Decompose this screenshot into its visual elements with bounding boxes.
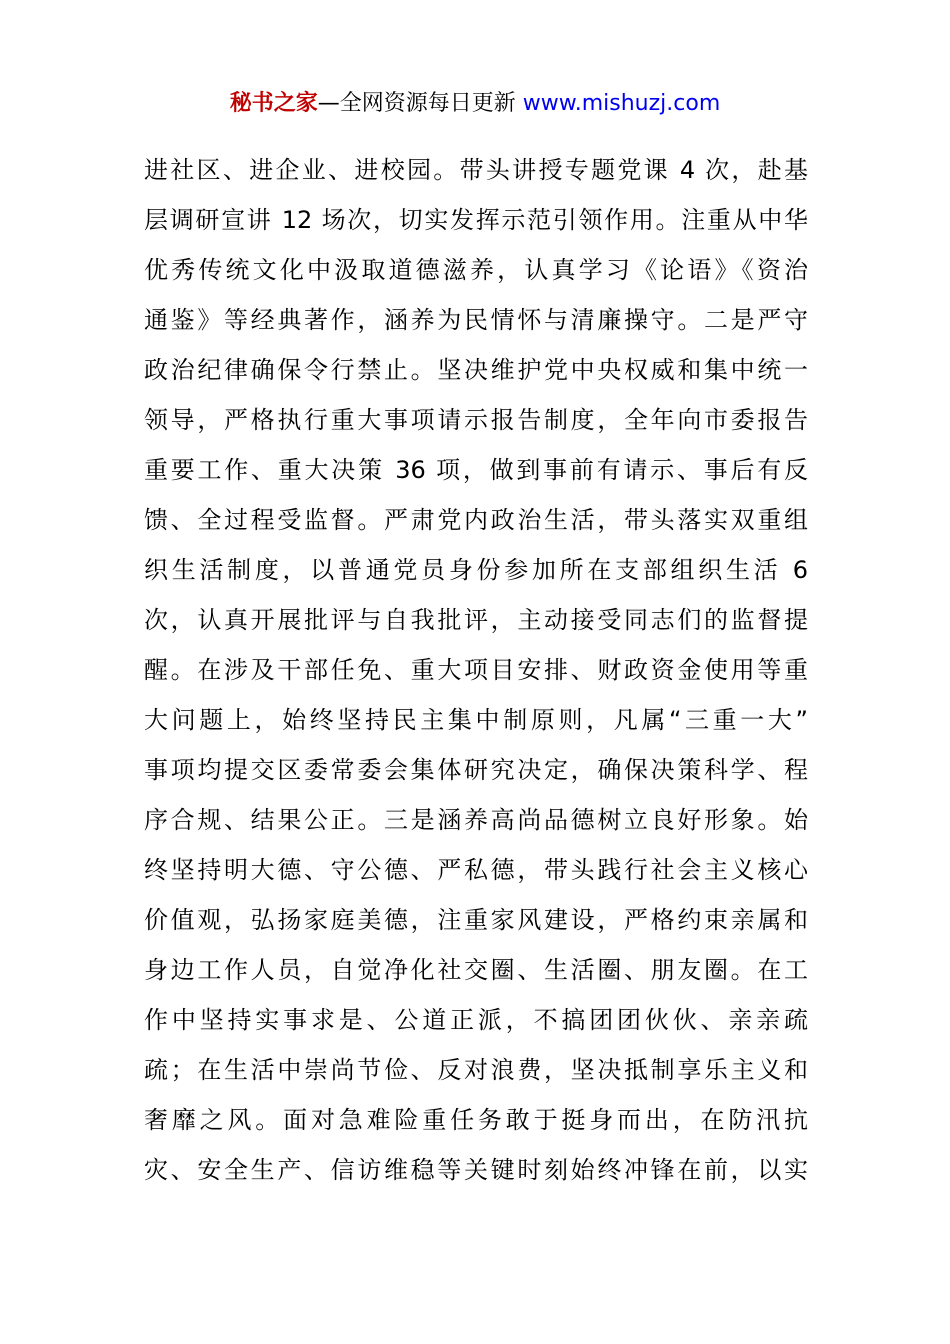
brand-name: 秘书之家 (229, 91, 318, 116)
body-line: 次，认真开展批评与自我批评，主动接受同志们的监督提 (144, 606, 808, 634)
body-line: 身边工作人员，自觉净化社交圈、生活圈、朋友圈。在工 (144, 956, 808, 984)
body-line: 大问题上，始终坚持民主集中制原则，凡属“三重一大” (144, 706, 808, 734)
body-line: 馈、全过程受监督。严肃党内政治生活，带头落实双重组 (144, 506, 808, 534)
page-header (0, 86, 950, 122)
body-line: 奢靡之风。面对急难险重任务敢于挺身而出，在防汛抗 (144, 1106, 808, 1134)
body-line: 作中坚持实事求是、公道正派，不搞团团伙伙、亲亲疏 (144, 1006, 808, 1034)
body-line: 疏；在生活中崇尚节俭、反对浪费，坚决抵制享乐主义和 (144, 1056, 808, 1084)
body-line: 重要工作、重大决策 36 项，做到事前有请示、事后有反 (144, 456, 808, 484)
body-line: 价值观，弘扬家庭美德，注重家风建设，严格约束亲属和 (144, 906, 808, 934)
body-line: 序合规、结果公正。三是涵养高尚品德树立良好形象。始 (144, 806, 808, 834)
body-line: 领导，严格执行重大事项请示报告制度，全年向市委报告 (144, 406, 808, 434)
body-line: 织生活制度，以普通党员身份参加所在支部组织生活 6 (144, 556, 808, 584)
body-line: 醒。在涉及干部任免、重大项目安排、财政资金使用等重 (144, 656, 808, 684)
document-body (144, 145, 808, 1195)
body-line: 进社区、进企业、进校园。带头讲授专题党课 4 次，赴基 (144, 156, 808, 184)
header-tagline: —全网资源每日更新 (317, 91, 523, 116)
body-line: 政治纪律确保令行禁止。坚决维护党中央权威和集中统一 (144, 356, 808, 384)
body-line: 通鉴》等经典著作，涵养为民情怀与清廉操守。二是严守 (144, 306, 808, 334)
body-line: 事项均提交区委常委会集体研究决定，确保决策科学、程 (144, 756, 808, 784)
body-line: 优秀传统文化中汲取道德滋养，认真学习《论语》《资治 (144, 256, 808, 284)
body-line: 灾、安全生产、信访维稳等关键时刻始终冲锋在前，以实 (144, 1156, 808, 1184)
body-line: 层调研宣讲 12 场次，切实发挥示范引领作用。注重从中华 (144, 206, 808, 234)
body-line: 终坚持明大德、守公德、严私德，带头践行社会主义核心 (144, 856, 808, 884)
site-url-link[interactable]: www.mishuzj.com (522, 91, 721, 116)
